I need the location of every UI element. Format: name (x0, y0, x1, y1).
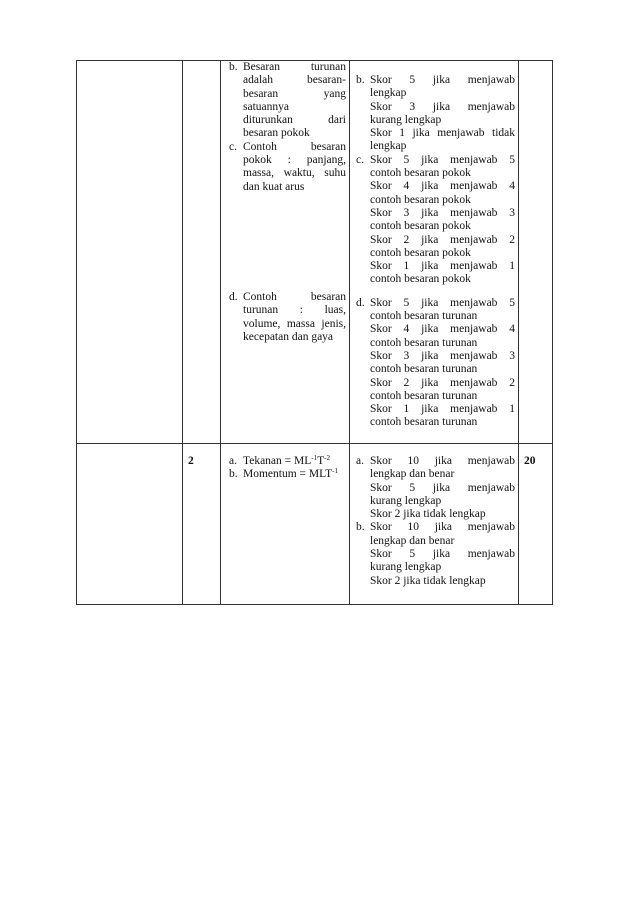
scoring-line: Skor 2 jika tidak lengkap (370, 574, 486, 587)
col-border-3 (349, 60, 350, 605)
scoring-line: Skor 10 jika menjawab (370, 455, 515, 467)
answer-line: massa, waktu, suhu (243, 167, 346, 180)
scoring-line: contoh besaran pokok (370, 273, 471, 286)
scoring-line: lengkap (370, 87, 407, 100)
scoring-line: kurang lengkap (370, 561, 442, 574)
pressure-formula: Tekanan = $ML^{-1}T^{-2}$ (243, 454, 330, 467)
total-score: 20 (524, 455, 536, 467)
scoring-line: Skor 3 jika menjawab 3 (370, 206, 515, 219)
col-border-4 (518, 60, 519, 605)
scoring-line: contoh besaran pokok (370, 220, 471, 233)
scoring-line: Skor 4 jika menjawab 4 (370, 323, 515, 336)
answer-line: pokok : panjang, (243, 154, 346, 167)
scoring-line: kurang lengkap (370, 494, 442, 507)
answer-letter: d. (229, 291, 238, 303)
answer-line: turunan : luas, (243, 304, 346, 317)
scoring-line: Skor 5 jika menjawab 5 (370, 296, 515, 309)
answer-cell-d (229, 291, 346, 344)
answer-line: adalah besaran- (243, 74, 346, 87)
answer-line: kecepatan dan gaya (243, 330, 334, 343)
scoring-line: contoh besaran turunan (370, 416, 478, 429)
scoring-cell (356, 74, 515, 430)
answer-line: diturunkan dari (243, 114, 346, 127)
answer-line: Besaran turunan (243, 61, 346, 73)
answer-line: volume, massa jenis, (243, 317, 346, 330)
table-bottom-border (76, 604, 553, 605)
answer-line: besaran pokok (243, 127, 310, 140)
scoring-line: Skor 4 jika menjawab 4 (370, 180, 515, 193)
scoring-letter: d. (356, 296, 365, 309)
scoring-line: Skor 5 jika menjawab (370, 74, 515, 86)
scoring-line: Skor 5 jika menjawab (370, 548, 515, 561)
answer-letter: a. (229, 455, 237, 467)
scoring-letter: b. (356, 521, 365, 534)
answer-item-b (229, 61, 346, 141)
scoring-line: Skor 2 jika menjawab 2 (370, 376, 515, 389)
answer-line: Contoh besaran (243, 291, 346, 303)
scoring-line: Skor 3 jika menjawab (370, 100, 515, 113)
answer-item-d (229, 291, 346, 344)
answer-letter: b. (229, 61, 238, 73)
scoring-line: contoh besaran turunan (370, 363, 478, 376)
col-border-0 (76, 60, 77, 605)
scoring-item-c (356, 154, 515, 287)
scoring-line: Skor 5 jika menjawab (370, 481, 515, 494)
answer-letter: c. (229, 140, 237, 153)
scoring-line: lengkap dan benar (370, 468, 455, 481)
answer-cell (229, 61, 346, 194)
scoring-item-d (356, 297, 515, 430)
answer-cell-row2 (229, 455, 349, 482)
scoring-line: Skor 2 jika menjawab 2 (370, 233, 515, 246)
scoring-line: contoh besaran turunan (370, 389, 478, 402)
scoring-line: contoh besaran turunan (370, 310, 478, 323)
scoring-line: contoh besaran turunan (370, 336, 478, 349)
scoring-line: kurang lengkap (370, 113, 442, 126)
answer-line: besaran yang (243, 87, 346, 100)
scoring-letter: c. (356, 153, 364, 166)
answer-item-b2 (229, 468, 349, 481)
scoring-item-a (356, 455, 515, 521)
scoring-item-b (356, 74, 515, 154)
answer-letter: b. (229, 468, 238, 481)
col-border-5 (552, 60, 553, 605)
scoring-line: Skor 10 jika menjawab (370, 521, 515, 534)
scoring-line: Skor 1 jika menjawab 1 (370, 403, 515, 416)
scoring-letter: b. (356, 74, 365, 86)
scoring-line: Skor 1 jika menjawab tidak (370, 127, 515, 140)
question-number: 2 (188, 455, 194, 467)
scoring-line: lengkap dan benar (370, 534, 455, 547)
scoring-line: Skor 3 jika menjawab 3 (370, 349, 515, 362)
answer-item-c (229, 141, 346, 194)
col-border-1 (182, 60, 183, 605)
row-divider (76, 443, 553, 444)
scoring-line: lengkap (370, 140, 407, 153)
scoring-line: contoh besaran pokok (370, 193, 471, 206)
momentum-formula: Momentum = $MLT^{-1}$ (243, 467, 338, 481)
scoring-line: Skor 5 jika menjawab 5 (370, 153, 515, 166)
scoring-item-b2 (356, 521, 515, 587)
scoring-line: Skor 2 jika tidak lengkap (370, 508, 486, 521)
scoring-line: contoh besaran pokok (370, 246, 471, 259)
scoring-letter: a. (356, 455, 364, 467)
answer-line: Contoh besaran (243, 140, 346, 153)
answer-line: dan kuat arus (243, 180, 305, 193)
scoring-line: Skor 1 jika menjawab 1 (370, 260, 515, 273)
answer-item-a (229, 455, 349, 468)
col-border-2 (220, 60, 221, 605)
answer-line: satuannya (243, 100, 289, 113)
scoring-cell-row2 (356, 455, 515, 588)
scoring-line: contoh besaran pokok (370, 167, 471, 180)
